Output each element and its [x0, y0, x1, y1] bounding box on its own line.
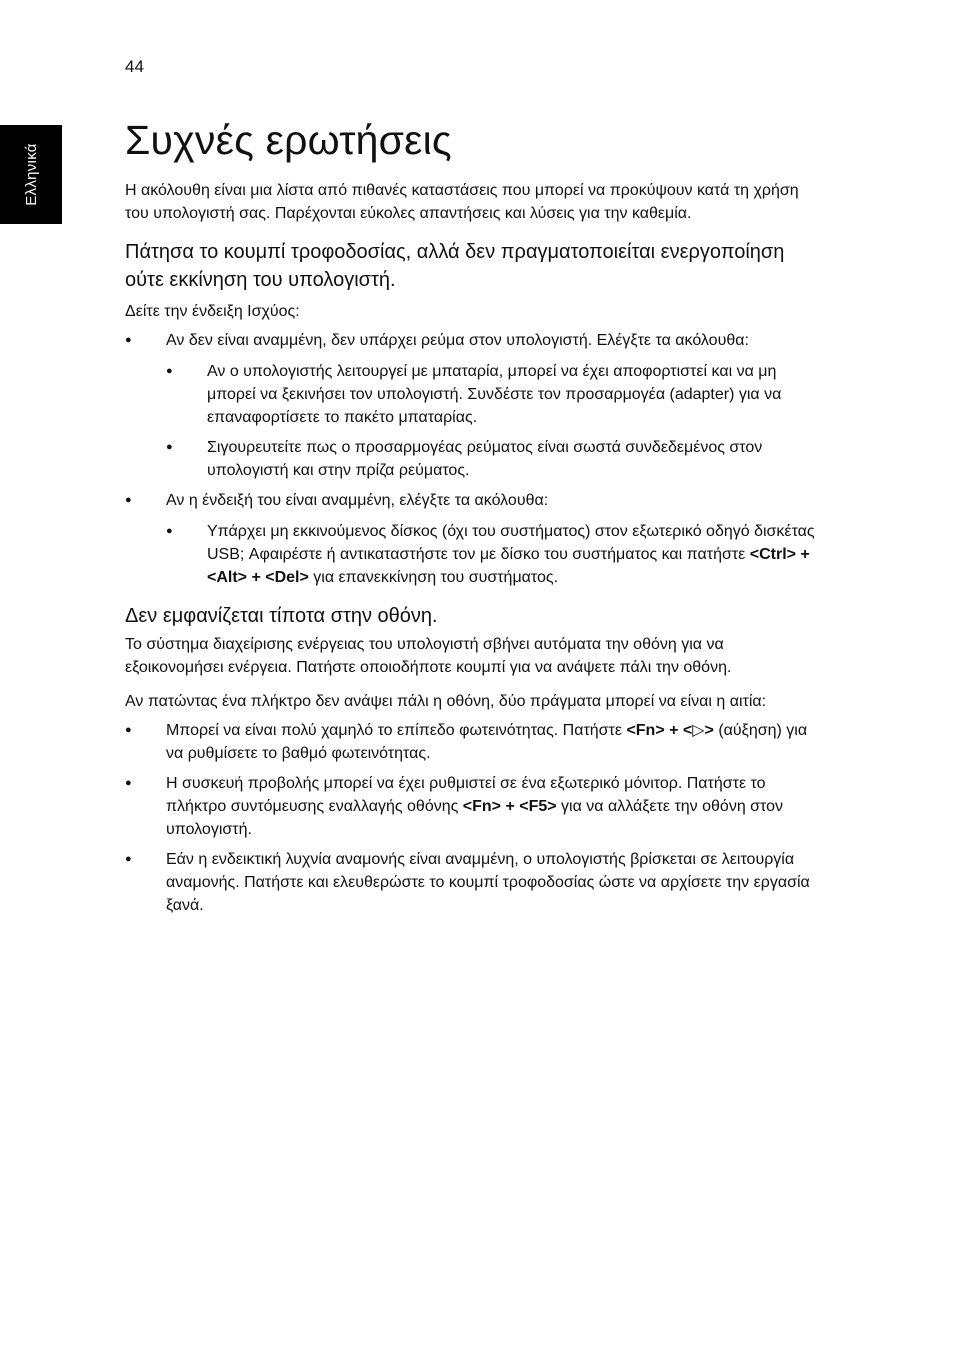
list-item — [125, 329, 815, 482]
list-item: ● Αν ο υπολογιστής λειτουργεί με μπαταρία, μπορεί να έχει αποφορτιστεί και να μη μπορεί να ξεκινήσει τον υπολογιστή. Συνδέστε τον προσαρμογέα (adapter) για να επαναφορτίσετε το πακέτο μπαταρίας. — [166, 360, 815, 429]
list-item — [125, 489, 815, 589]
language-tab — [0, 125, 62, 224]
section-heading-display: Δεν εμφανίζεται τίποτα στην οθόνη. — [125, 605, 438, 627]
list-item — [125, 772, 815, 841]
display-paragraph-2: Αν πατώντας ένα πλήκτρο δεν ανάψει πάλι η οθόνη, δύο πράγματα μπορεί να είναι η αιτία: — [125, 693, 767, 710]
section-heading-power: Πάτησα το κουμπί τροφοδοσίας, αλλά δεν πραγματοποιείται ενεργοποίηση ούτε εκκίνηση του υπολογιστή. — [125, 241, 785, 291]
page-number: 44 — [125, 57, 144, 76]
language-tab-label: Ελληνικά — [22, 143, 40, 206]
text-segment: Η συσκευή προβολής μπορεί να έχει ρυθμιστεί σε ένα εξωτερικό μόνιτορ. Πατήστε το πλήκτρο συντόμευσης εναλλαγής οθόνης — [166, 775, 766, 815]
list-item-text: Αν η ένδειξή του είναι αναμμένη, ελέγξτε τα ακόλουθα: — [166, 492, 549, 509]
page-title: Συχνές ερωτήσεις — [125, 117, 452, 163]
text-segment: Υπάρχει μη εκκινούμενος δίσκος (όχι του συστήματος) στον εξωτερικό οδηγό δισκέτας USB; Αφαιρέστε ή αντικαταστήστε τον με δίσκο του συστήματος και πατήστε — [207, 523, 815, 563]
sub-bullet-list — [166, 360, 815, 482]
text-segment: (αύξηση) για να ρυθμίσετε το βαθμό φωτεινότητας. — [166, 722, 808, 762]
section-lead-power: Δείτε την ένδειξη Ισχύος: — [125, 303, 300, 320]
text-segment: για να αλλάξετε την οθόνη στον υπολογιστή. — [166, 798, 784, 838]
list-item — [125, 719, 815, 765]
list-item: ● Σιγουρευτείτε πως ο προσαρμογέας ρεύματος είναι σωστά συνδεδεμένος στον υπολογιστή και στην πρίζα ρεύματος. — [166, 436, 815, 482]
list-item: ● Εάν η ενδεικτική λυχνία αναμονής είναι αναμμένη, ο υπολογιστής βρίσκεται σε λειτουργία αναμονής. Πατήστε και ελευθερώστε το κουμπί τροφοδοσίας ώστε να αρχίσετε την εργασία ξανά. — [125, 848, 815, 917]
power-bullet-list — [125, 329, 815, 589]
intro-paragraph: Η ακόλουθη είναι μια λίστα από πιθανές καταστάσεις που μπορεί να προκύψουν κατά τη χρήση του υπολογιστή σας. Παρέχονται εύκολες απαντήσεις και λύσεις για την καθεμία. — [125, 182, 799, 222]
text-segment: Μπορεί να είναι πολύ χαμηλό το επίπεδο φωτεινότητας. Πατήστε — [166, 722, 627, 739]
display-bullet-list — [125, 719, 815, 917]
key-combo: <Ctrl> + <Alt> + <Del> — [207, 546, 810, 586]
page-content — [125, 113, 815, 924]
key-combo: <Fn> + <▷> — [626, 722, 714, 739]
list-item — [166, 520, 815, 589]
sub-bullet-list — [166, 520, 815, 589]
display-paragraph-1: Το σύστημα διαχείρισης ενέργειας του υπολογιστή σβήνει αυτόματα την οθόνη για να εξοικονομήσει ενέργεια. Πατήστε οποιοδήποτε κουμπί για να ανάψετε πάλι την οθόνη. — [125, 636, 732, 676]
text-segment: για επανεκκίνηση του συστήματος. — [308, 569, 559, 586]
key-combo: <Fn> + <F5> — [462, 798, 557, 815]
list-item-text: Αν δεν είναι αναμμένη, δεν υπάρχει ρεύμα στον υπολογιστή. Ελέγξτε τα ακόλουθα: — [166, 332, 749, 349]
